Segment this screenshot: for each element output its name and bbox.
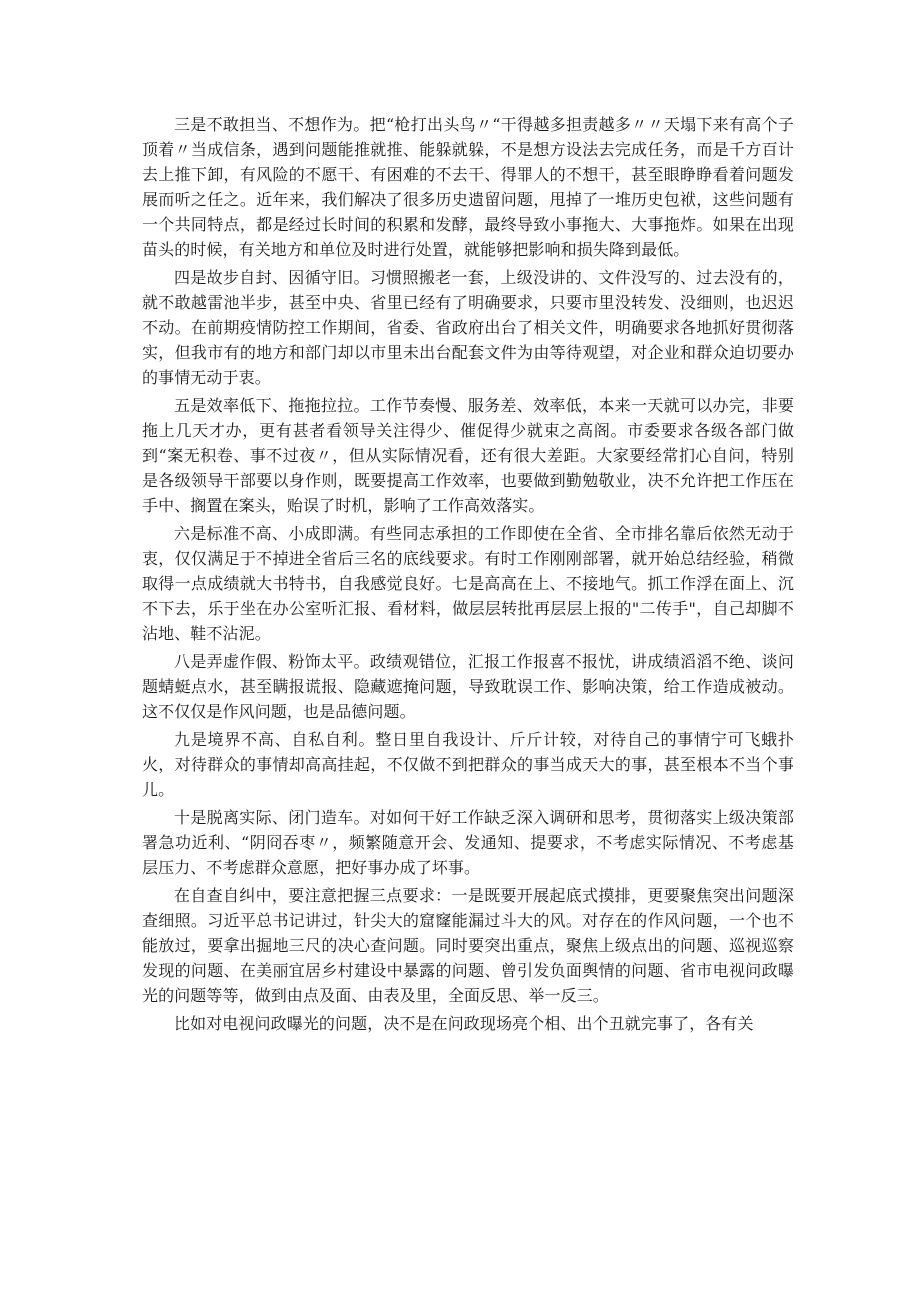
paragraph-5-low-efficiency: 五是效率低下、拖拖拉拉。工作节奏慢、服务差、效率低，本来一天就可以办完，非要拖上几天才办，更有甚者看领导关注得少、催促得少就束之高阁。市委要求各级各部门做到“案无积卷、事不过夜〃，但从实际情况看，还有很大差距。大家要经常扪心自问，特别是各级领导干部要以身作则，既要提高工作效率，也要做到勤勉敬业，决不允许把工作压在手中、搁置在案头，贻误了时机，影响了工作高效落实。 <box>142 396 794 515</box>
paragraph-6-low-standards: 六是标准不高、小成即满。有些同志承担的工作即使在全省、全市排名靠后依然无动于衷，仅仅满足于不掉进全省后三名的底线要求。有时工作刚刚部署，就开始总结经验，稍微取得一点成绩就大书特书，自我感觉良好。七是高高在上、不接地气。抓工作浮在面上、沉不下去，乐于坐在办公室听汇报、看材料，做层层转批再层层上报的"二传手"，自己却脚不沾地、鞋不沾泥。 <box>142 524 794 643</box>
paragraph-4-conservative: 四是故步自封、因循守旧。习惯照搬老一套，上级没讲的、文件没写的、过去没有的，就不敢越雷池半步，甚至中央、省里已经有了明确要求，只要市里没转发、没细则，也迟迟不动。在前期疫情防控工作期间，省委、省政府出台了相关文件，明确要求各地抓好贯彻落实，但我市有的地方和部门却以市里未出台配套文件为由等待观望，对企业和群众迫切要办的事情无动于衷。 <box>142 268 794 387</box>
document-body <box>142 112 794 1036</box>
paragraph-3-not-daring: 三是不敢担当、不想作为。把“枪打出头鸟〃“干得越多担责越多〃〃天塌下来有高个子顶着〃当成信条，遇到问题能推就推、能躲就躲，不是想方设法去完成任务，而是千方百计去上推下卸，有风险的不愿干、有困难的不去干、得罪人的不想干，甚至眼睁睁看着问题发展而听之任之。近年来，我们解决了很多历史遗留问题，甩掉了一堆历史包袱，这些问题有一个共同特点，都是经过长时间的积累和发酵，最终导致小事拖大、大事拖炸。如果在出现苗头的时候，有关地方和单位及时进行处置，就能够把影响和损失降到最低。 <box>142 115 794 259</box>
paragraph-10-unrealistic: 十是脱离实际、闭门造车。对如何干好工作缺乏深入调研和思考，贯彻落实上级决策部署急功近利、“阴冏吞枣〃，频繁随意开会、发通知、提要求，不考虑实际情况、不考虑基层压力、不考虑群众意愿，把好事办成了坏事。 <box>142 808 794 877</box>
paragraph-self-inspection: 在自查自纠中，要注意把握三点要求：一是既要开展起底式摸排，更要聚焦突出问题深查细照。习近平总书记讲过，针尖大的窟窿能漏过斗大的风。对存在的作风问题，一个也不能放过，要拿出掘地三尺的决心查问题。同时要突出重点，聚焦上级点出的问题、巡视巡察发现的问题、在美丽宜居乡村建设中暴露的问题、曾引发负面舆情的问题、省市电视问政曝光的问题等等，做到由点及面、由表及里，全面反思、举一反三。 <box>142 886 794 1005</box>
paragraph-tv-inquiry: 比如对电视问政曝光的问题，决不是在问政现场亮个相、出个丑就完事了，各有关 <box>174 1014 754 1033</box>
paragraph-9-selfish: 九是境界不高、自私自利。整日里自我设计、斤斤计较，对待自己的事情宁可飞蛾扑火，对待群众的事情却高高挂起，不仅做不到把群众的事当成天大的事，甚至根本不当个事儿。 <box>142 730 794 799</box>
paragraph-8-falsification: 八是弄虚作假、粉饰太平。政绩观错位，汇报工作报喜不报忧，讲成绩滔滔不绝、谈问题蜻蜓点水，甚至瞒报谎报、隐藏遮掩问题，导致耽误工作、影响决策，给工作造成被动。这不仅仅是作风问题，也是品德问题。 <box>142 652 794 721</box>
